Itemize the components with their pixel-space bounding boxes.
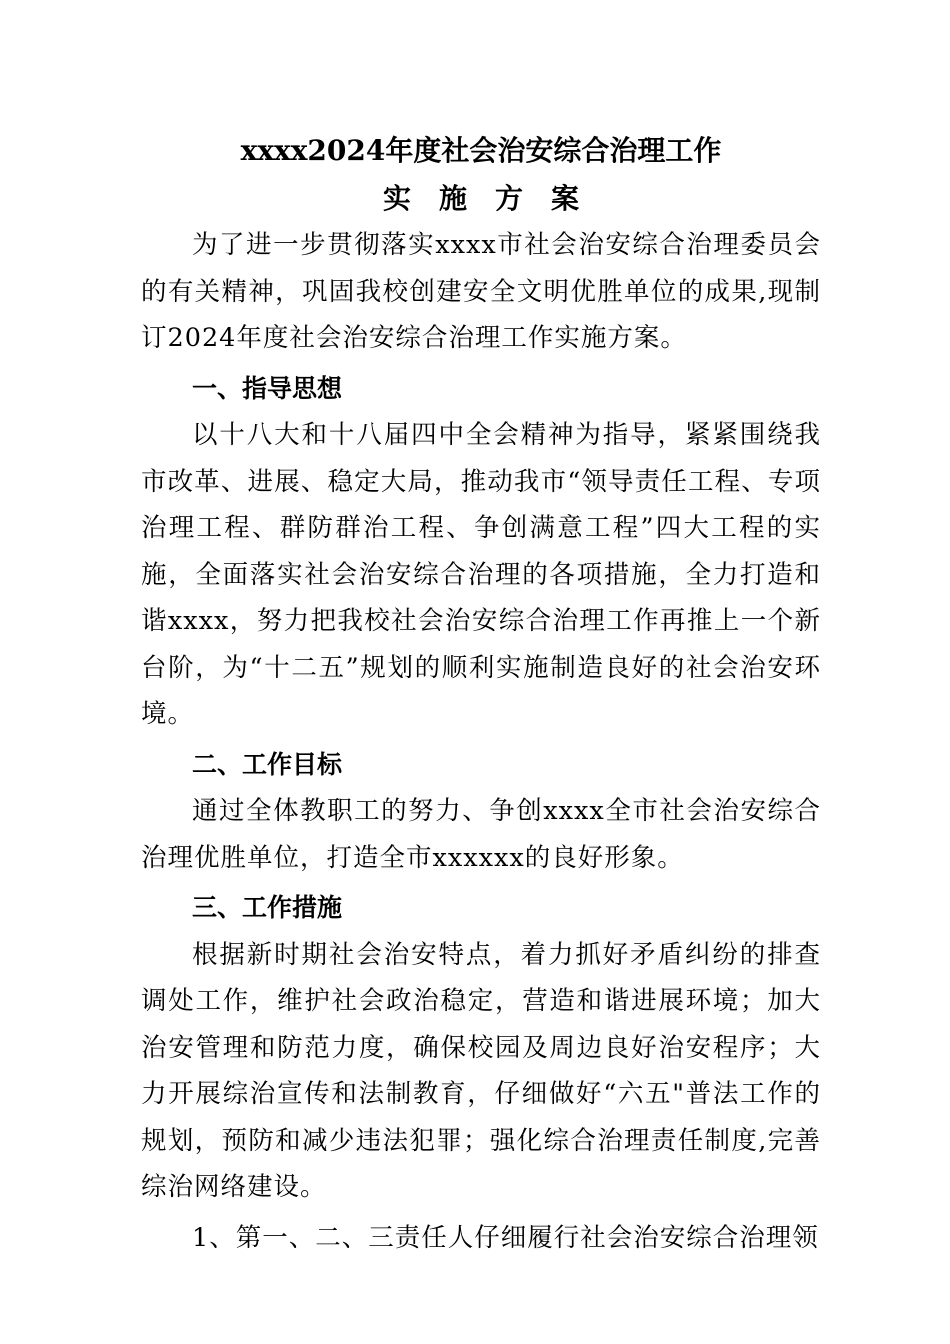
- section-body: 以十八大和十八届四中全会精神为指导，紧紧围绕我市改革、进展、稳定大局，推动我市“领导责任工程、专项治理工程、群防群治工程、争创满意工程”四大工程的实施，全面落实社会治安综合治理的各项措施，全力打造和谐xxxx，努力把我校社会治安综合治理工作再推上一个新台阶，为“十二五”规划的顺利实施制造良好的社会治安环境。: [141, 420, 821, 729]
- intro-paragraph: 为了进一步贯彻落实xxxx市社会治安综合治理委员会的有关精神，巩固我校创建安全文明优胜单位的成果,现制订2024年度社会治安综合治理工作实施方案。: [141, 230, 821, 353]
- document-page: [141, 128, 821, 1261]
- section-item-1: [141, 1215, 821, 1262]
- section-heading: 一、指导思想: [192, 373, 343, 403]
- section-work-measures: [141, 885, 821, 1211]
- section-heading: 三、工作措施: [192, 893, 343, 922]
- document-title-line2: 实施方案: [382, 182, 607, 215]
- document-title-line1: xxxx2024年度社会治安综合治理工作: [240, 134, 722, 167]
- section-heading: 二、工作目标: [192, 749, 343, 779]
- section-body: 根据新时期社会治安特点，着力抓好矛盾纠纷的排查调处工作，维护社会政治稳定，营造和谐进展环境；加大治安管理和防范力度，确保校园及周边良好治安程序；大力开展综治宣传和法制教育，仔细做好“六五"普法工作的规划，预防和减少违法犯罪；强化综合治理责任制度,完善综治网络建设。: [141, 939, 821, 1202]
- section-guiding-ideology: [141, 366, 821, 738]
- list-item: 1、第一、二、三责任人仔细履行社会治安综合治理领: [192, 1222, 819, 1253]
- section-body: 通过全体教职工的努力、争创xxxx全市社会治安综合治理优胜单位，打造全市xxxxxx的良好形象。: [141, 796, 821, 873]
- section-work-goals: [141, 742, 821, 882]
